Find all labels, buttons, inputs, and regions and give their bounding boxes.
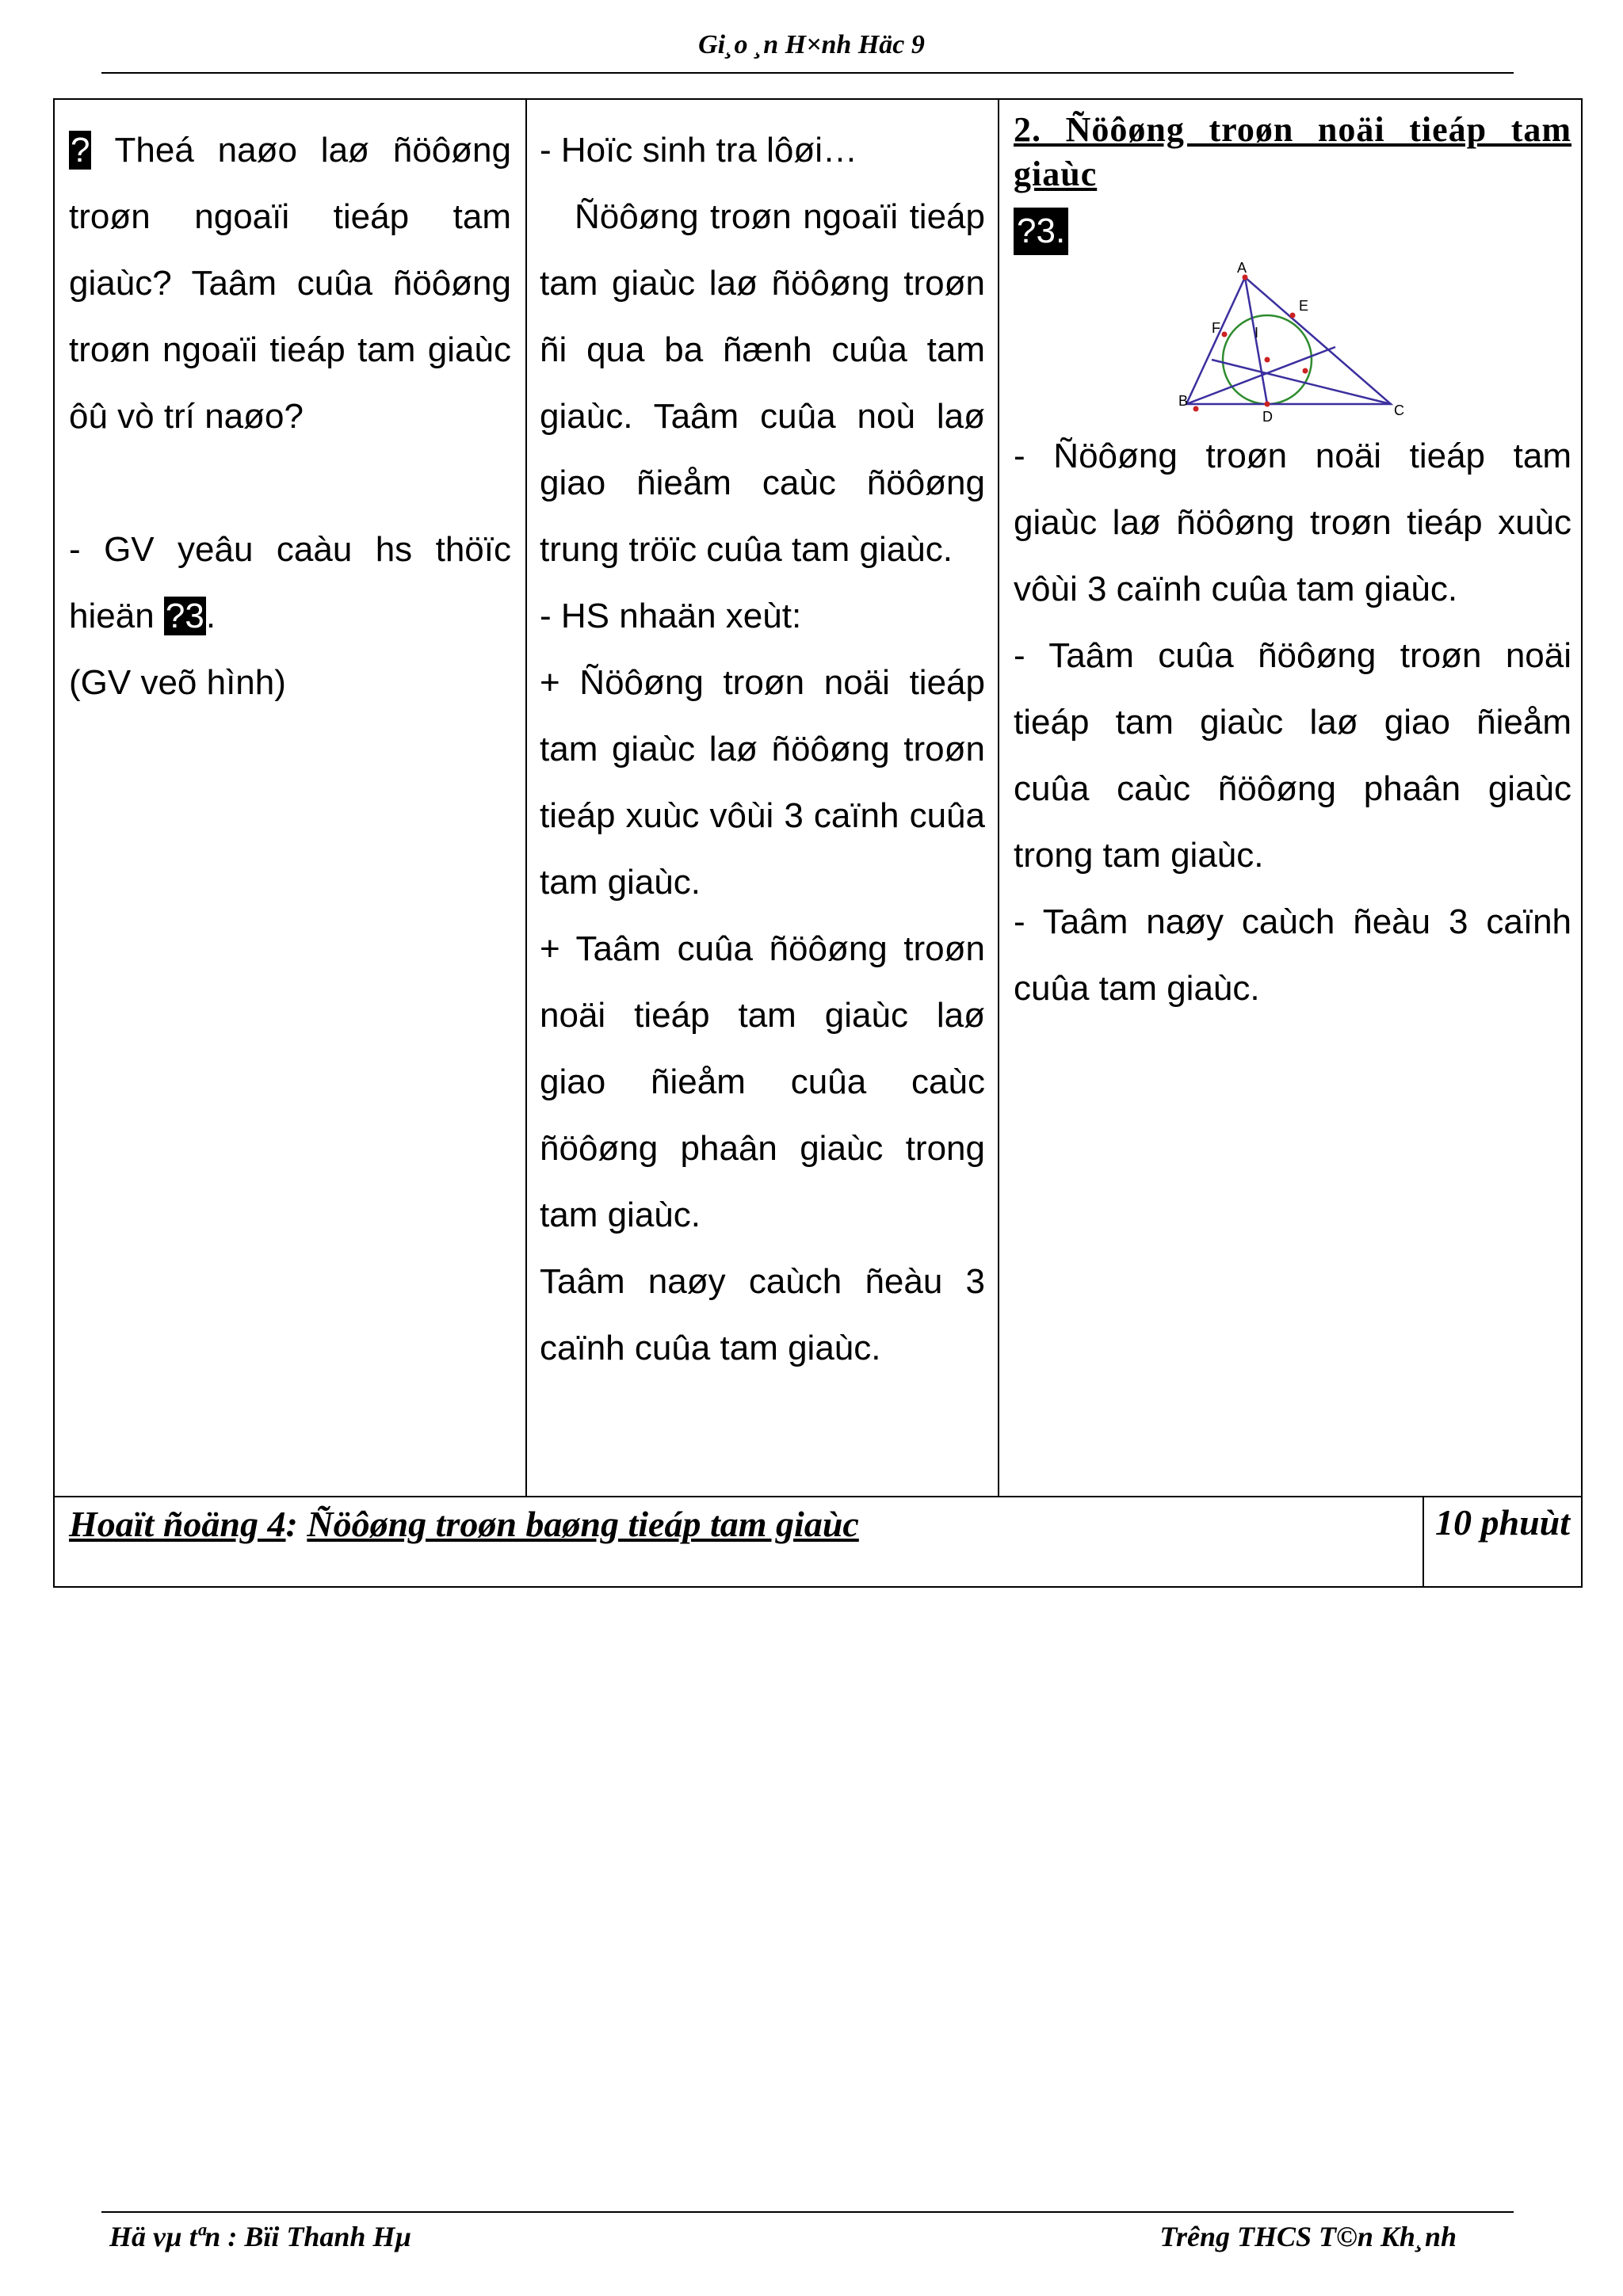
- student-remark: - HS nhaän xeùt:: [540, 597, 802, 635]
- triangle-abc: [1186, 277, 1391, 404]
- teacher-note: (GV veõ hình): [69, 663, 286, 702]
- student-activity-column: [526, 99, 999, 1497]
- activity-label: Hoaït ñoäng 4: [69, 1504, 286, 1544]
- page-header: Gi¸o ¸n H×nh Häc 9: [698, 30, 925, 59]
- header-rule: [101, 72, 1514, 74]
- point-b: [1193, 406, 1199, 412]
- student-answer-3: + Taâm cuûa ñöôøng troøn noäi tieáp tam giaùc laø giao ñieåm cuûa caùc ñöôøng phaân giaùc trong tam giaùc.: [540, 929, 985, 1234]
- content-property: - Taâm naøy caùch ñeàu 3 caïnh cuûa tam giaùc.: [1014, 902, 1572, 1008]
- incircle-triangle-figure: [1148, 249, 1418, 423]
- question-text: Theá naøo laø ñöôøng troøn ngoaïi tieáp tam giaùc? Taâm cuûa ñöôøng troøn ngoaïi tieáp tam giaùc ôû vò trí naøo?: [69, 131, 511, 436]
- exercise-badge: ?3: [165, 597, 204, 635]
- question-badge: ?: [71, 131, 90, 170]
- student-answer-1: Ñöôøng troøn ngoaïi tieáp tam giaùc laø ñöôøng troøn ñi qua ba ñænh cuûa tam giaùc. Taâm cuûa noù laø giao ñieåm caùc ñöôøng trung tröïc cuûa tam giaùc.: [540, 197, 985, 569]
- label-d: D: [1262, 409, 1273, 423]
- content-center: - Taâm cuûa ñöôøng troøn noäi tieáp tam giaùc laø giao ñieåm cuûa caùc ñöôøng phaân giaùc trong tam giaùc.: [1014, 636, 1572, 875]
- activity-duration: 10 phuùt: [1423, 1497, 1582, 1587]
- teacher-instruction: - GV yeâu caàu hs thöïc hieän ?3.: [69, 530, 511, 635]
- student-answer-intro: - Hoïc sinh tra lôøi…: [540, 131, 857, 170]
- label-f: F: [1212, 320, 1220, 336]
- author-name: Hä vµ tªn : Bïi Thanh Hµ: [109, 2221, 412, 2252]
- point-i: [1265, 357, 1270, 363]
- label-a: A: [1237, 260, 1247, 276]
- point-e: [1290, 313, 1296, 318]
- student-answer-2: + Ñöôøng troøn noäi tieáp tam giaùc laø ñöôøng troøn tieáp xuùc vôùi 3 caïnh cuûa tam giaùc.: [540, 663, 985, 902]
- student-answer-4: Taâm naøy caùch ñeàu 3 caïnh cuûa tam giaùc.: [540, 1262, 985, 1367]
- activity-heading: Hoaït ñoäng 4: Ñöôøng troøn baøng tieáp tam giaùc: [54, 1497, 1423, 1587]
- section-title: 2. Ñöôøng troøn noäi tieáp tam giaùc: [1014, 110, 1572, 193]
- label-c: C: [1394, 402, 1404, 418]
- exercise-badge-right: ?3.: [1014, 208, 1068, 255]
- point-f: [1222, 332, 1228, 338]
- content-definition: - Ñöôøng troøn noäi tieáp tam giaùc laø ñöôøng troøn tieáp xuùc vôùi 3 caïnh cuûa tam giaùc.: [1014, 437, 1572, 608]
- teacher-activity-column: [54, 99, 526, 1497]
- label-i: I: [1254, 325, 1259, 341]
- content-column: [999, 99, 1582, 1497]
- label-b: B: [1178, 393, 1189, 409]
- bisector-a: [1245, 277, 1267, 404]
- point-d: [1265, 402, 1270, 407]
- activity-title: Ñöôøng troøn baøng tieáp tam giaùc: [307, 1504, 859, 1544]
- label-e: E: [1299, 298, 1309, 314]
- footer-rule: [101, 2211, 1514, 2213]
- lesson-table: [53, 98, 1583, 1588]
- point-tangent: [1303, 368, 1308, 374]
- school-name: Trêng THCS T©n Kh¸nh: [1159, 2221, 1457, 2252]
